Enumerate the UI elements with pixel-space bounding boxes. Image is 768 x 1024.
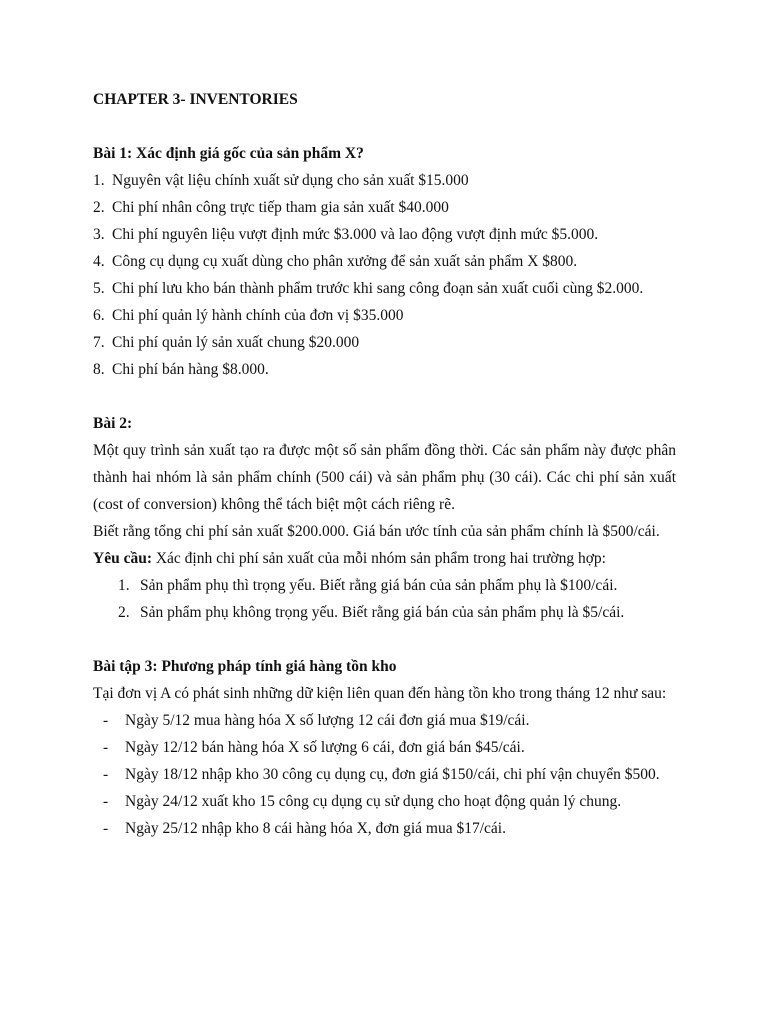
list-item-text: Chi phí bán hàng $8.000. [112, 361, 269, 378]
list-item [93, 707, 676, 734]
list-item-text: Sản phẩm phụ không trọng yếu. Biết rằng giá bán của sản phẩm phụ là $5/cái. [140, 604, 625, 621]
list-item-text: Chi phí lưu kho bán thành phẩm trước khi sang công đoạn sản xuất cuối cùng $2.000. [112, 280, 644, 297]
dash-bullet: - [103, 766, 109, 783]
exercise-2-request [93, 545, 676, 572]
exercise-1-list [93, 167, 676, 383]
dash-bullet: - [103, 739, 109, 756]
list-item-text: Ngày 18/12 nhập kho 30 công cụ dụng cụ, đơn giá $150/cái, chi phí vận chuyển $500. [125, 766, 660, 783]
exercise-2-cases [93, 572, 676, 626]
list-item-number: 7. [93, 334, 105, 351]
document-page [93, 86, 676, 842]
list-item-text: Chi phí nhân công trực tiếp tham gia sản xuất $40.000 [112, 199, 449, 216]
list-item-text: Ngày 24/12 xuất kho 15 công cụ dụng cụ sử dụng cho hoạt động quản lý chung. [125, 793, 622, 810]
list-item [93, 356, 676, 383]
exercise-2-paragraph-1: Một quy trình sản xuất tạo ra được một số sản phẩm đồng thời. Các sản phẩm này được phân thành hai nhóm là sản phẩm chính (500 cái) và sản phẩm phụ (30 cái). Các chi phí sản xuất (cost of conversion) không thể tách biệt một cách riêng rẽ. [93, 442, 676, 513]
request-text: Xác định chi phí sản xuất của mỗi nhóm sản phẩm trong hai trường hợp: [151, 550, 606, 567]
list-item [93, 572, 676, 599]
exercise-2-heading: Bài 2: [93, 415, 133, 432]
list-item [93, 167, 676, 194]
list-item [93, 788, 676, 815]
list-item-number: 1. [93, 172, 105, 189]
list-item-number: 2. [118, 604, 130, 621]
list-item [93, 194, 676, 221]
dash-bullet: - [103, 793, 109, 810]
dash-bullet: - [103, 712, 109, 729]
list-item-text: Ngày 12/12 bán hàng hóa X số lượng 6 cái, đơn giá bán $45/cái. [125, 739, 525, 756]
exercise-1-heading: Bài 1: Xác định giá gốc của sản phẩm X? [93, 145, 364, 162]
list-item-text: Ngày 25/12 nhập kho 8 cái hàng hóa X, đơn giá mua $17/cái. [125, 820, 506, 837]
list-item [93, 248, 676, 275]
list-item-number: 4. [93, 253, 105, 270]
request-label: Yêu cầu: [93, 550, 152, 567]
list-item-text: Ngày 5/12 mua hàng hóa X số lượng 12 cái đơn giá mua $19/cái. [125, 712, 530, 729]
list-item [93, 329, 676, 356]
dash-bullet: - [103, 820, 109, 837]
exercise-3-heading: Bài tập 3: Phương pháp tính giá hàng tồn kho [93, 658, 397, 675]
list-item [93, 275, 676, 302]
list-item-text: Nguyên vật liệu chính xuất sử dụng cho sản xuất $15.000 [112, 172, 469, 189]
chapter-title: CHAPTER 3- INVENTORIES [93, 91, 298, 108]
section-spacer [93, 383, 676, 410]
exercise-2-paragraph-2: Biết rằng tổng chi phí sản xuất $200.000. Giá bán ước tính của sản phẩm chính là $500/cái. [93, 523, 660, 540]
list-item [93, 221, 676, 248]
list-item-number: 1. [118, 577, 130, 594]
section-spacer [93, 626, 676, 653]
list-item-text: Sản phẩm phụ thì trọng yếu. Biết rằng giá bán của sản phẩm phụ là $100/cái. [140, 577, 618, 594]
list-item-number: 6. [93, 307, 105, 324]
list-item-number: 2. [93, 199, 105, 216]
list-item-text: Chi phí quản lý sản xuất chung $20.000 [112, 334, 360, 351]
list-item-text: Chi phí nguyên liệu vượt định mức $3.000 và lao động vượt định mức $5.000. [112, 226, 599, 243]
list-item [93, 815, 676, 842]
list-item [93, 599, 676, 626]
list-item-text: Công cụ dụng cụ xuất dùng cho phân xưởng để sản xuất sản phẩm X $800. [112, 253, 578, 270]
list-item [93, 734, 676, 761]
list-item-number: 3. [93, 226, 105, 243]
list-item [93, 302, 676, 329]
list-item-number: 8. [93, 361, 105, 378]
exercise-3-events [93, 707, 676, 842]
exercise-3-intro: Tại đơn vị A có phát sinh những dữ kiện liên quan đến hàng tồn kho trong tháng 12 như sau: [93, 685, 667, 702]
list-item-number: 5. [93, 280, 105, 297]
list-item-text: Chi phí quản lý hành chính của đơn vị $35.000 [112, 307, 404, 324]
list-item [93, 761, 676, 788]
